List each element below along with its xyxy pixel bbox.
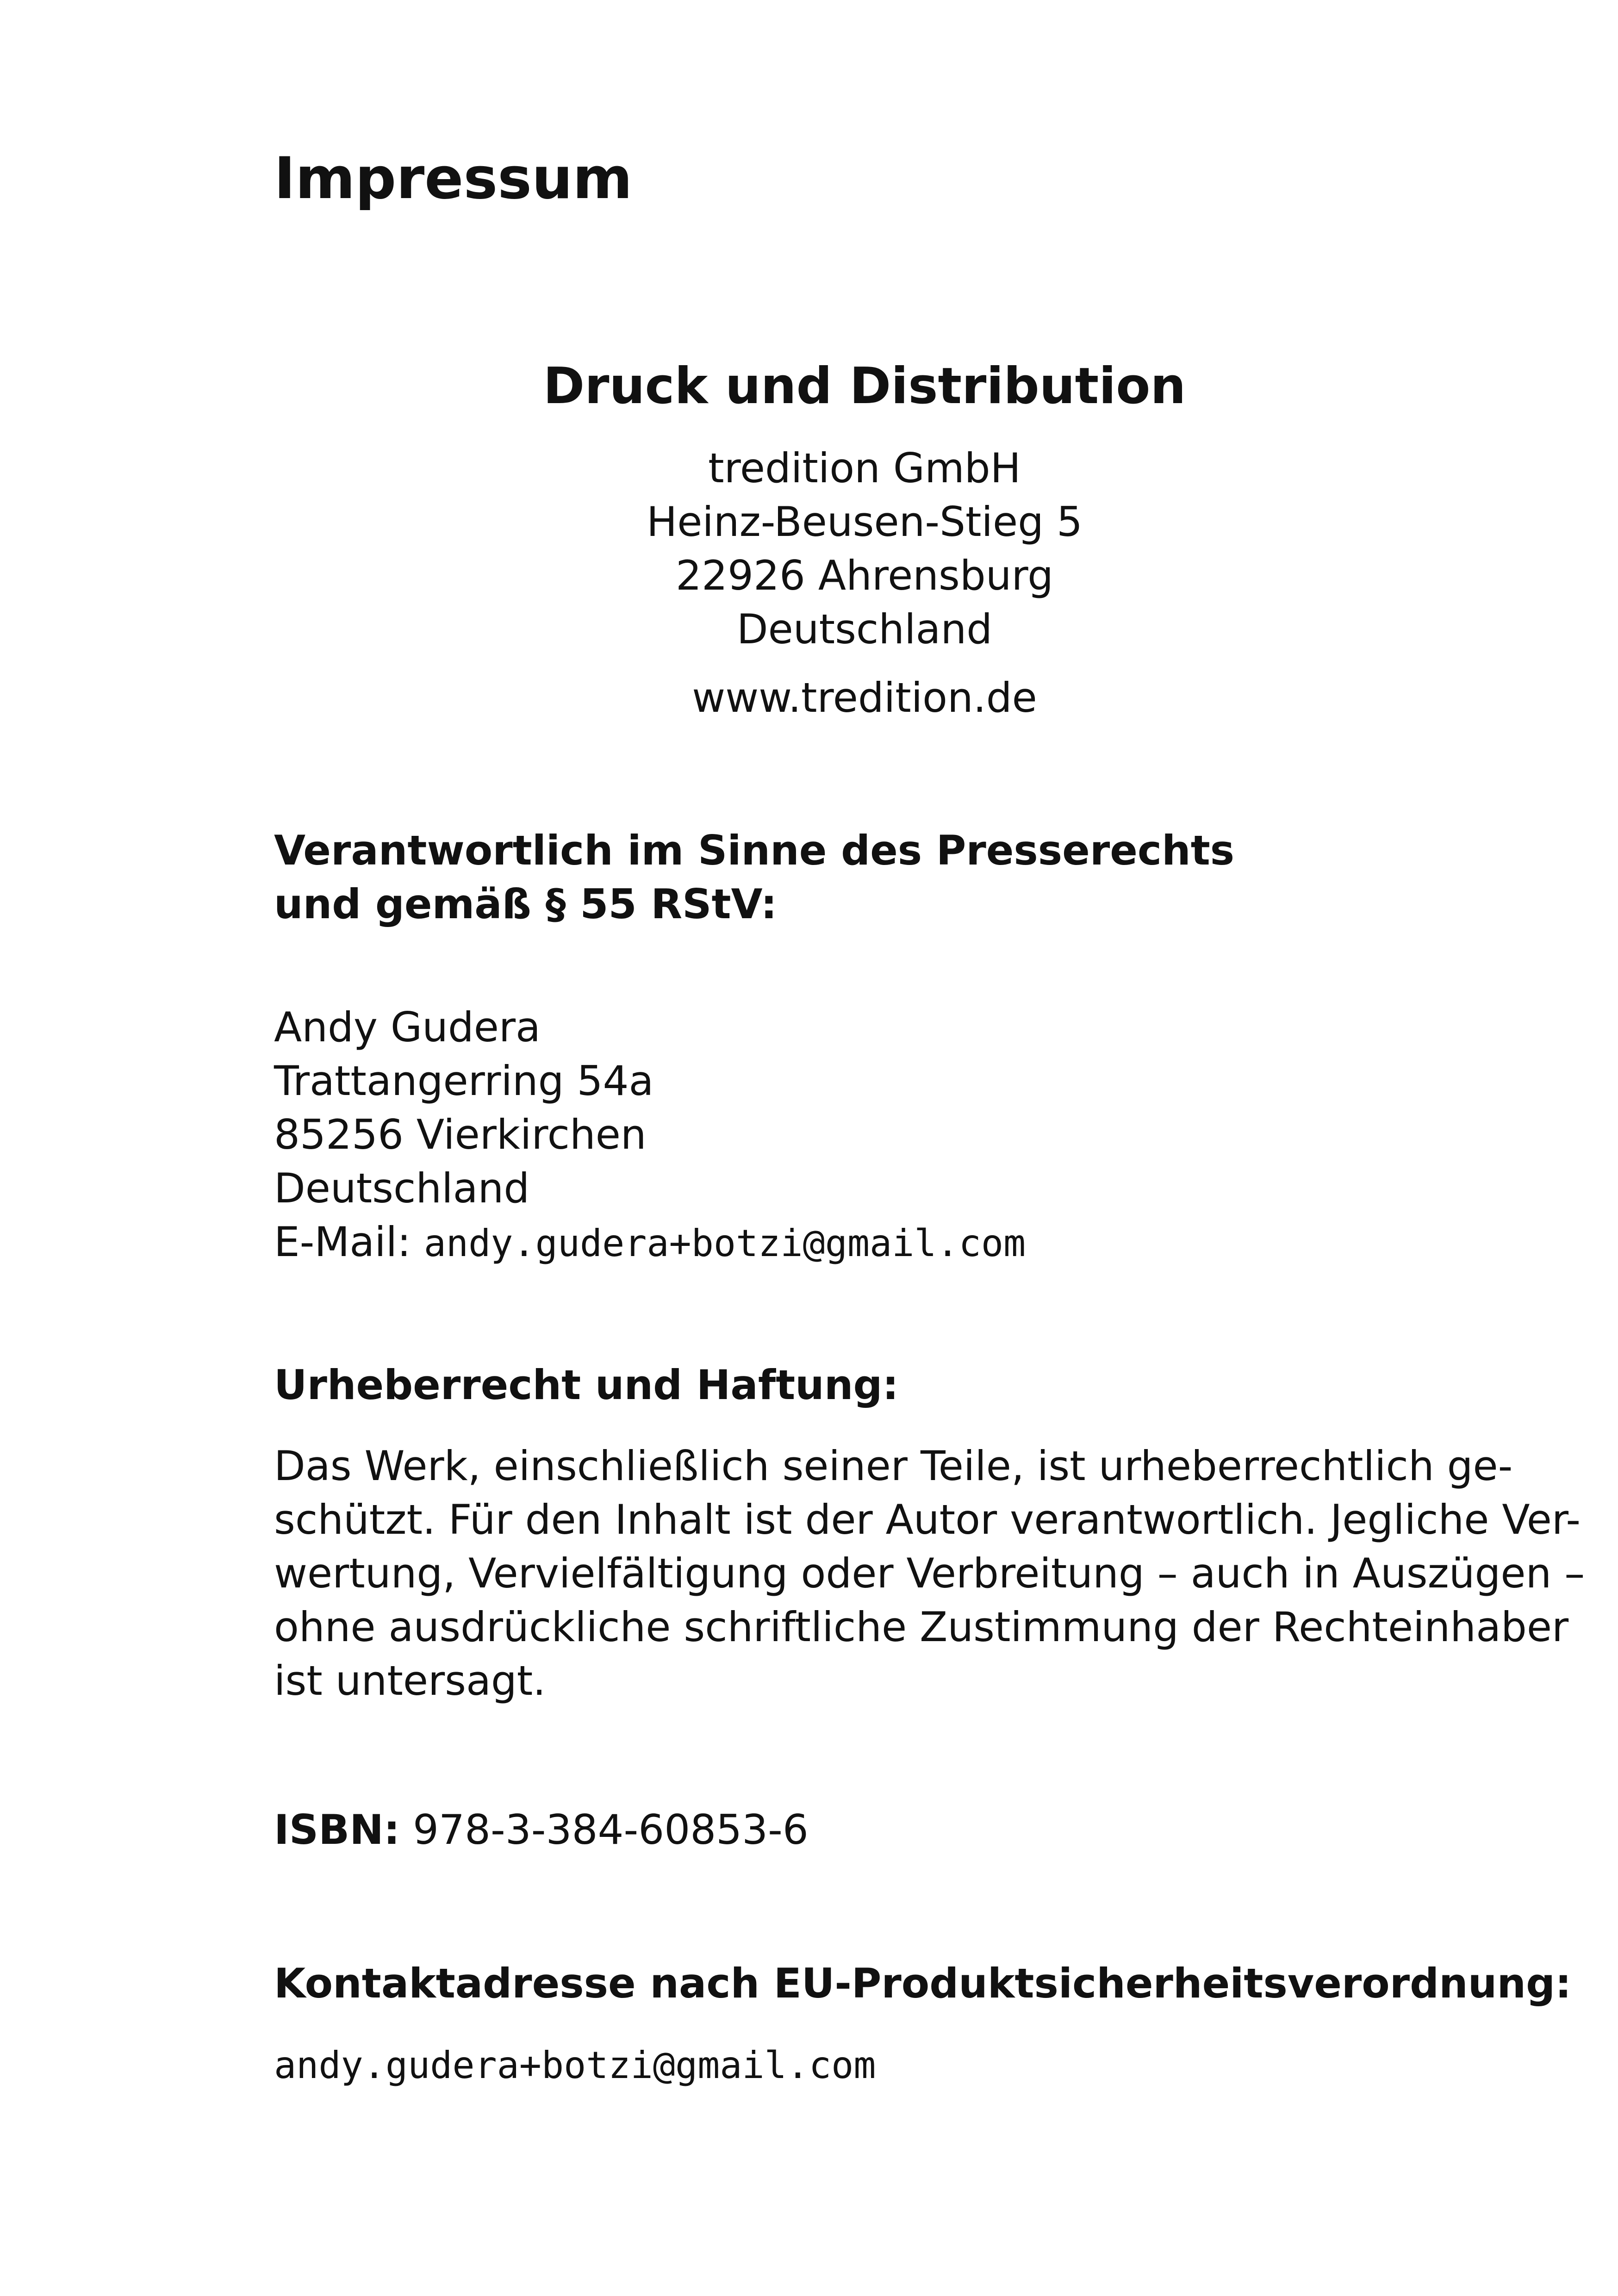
responsible-email-line bbox=[274, 1215, 1459, 1270]
isbn-value: 978-3-384-60853-6 bbox=[413, 1806, 809, 1854]
company-website: www.tredition.de bbox=[692, 674, 1037, 722]
print-distribution-heading: Druck und Distribution bbox=[543, 357, 1186, 415]
copyright-heading: Urheberrecht und Haftung: bbox=[274, 1361, 899, 1409]
copyright-line-5: ist untersagt. bbox=[274, 1657, 546, 1705]
copyright-line-3: wertung, Vervielfältigung oder Verbreitung – auch in Auszügen – bbox=[274, 1549, 1585, 1597]
print-distribution-address bbox=[541, 442, 1189, 656]
email-label: E-Mail: bbox=[274, 1218, 411, 1266]
page-title: Impressum bbox=[274, 145, 633, 212]
responsible-heading-line-1: Verantwortlich im Sinne des Presserechts bbox=[274, 827, 1235, 874]
eu-contact-email-line bbox=[274, 2037, 1459, 2092]
copyright-line-1: Das Werk, einschließlich seiner Teile, ist urheberrechtlich ge- bbox=[274, 1442, 1513, 1490]
copyright-paragraph bbox=[274, 1439, 1585, 1708]
copyright-line-2: schützt. Für den Inhalt ist der Autor verantwortlich. Jegliche Ver- bbox=[274, 1496, 1581, 1543]
responsible-city: 85256 Vierkirchen bbox=[274, 1111, 647, 1158]
company-city: 22926 Ahrensburg bbox=[675, 552, 1054, 599]
responsible-address bbox=[274, 1001, 1459, 1270]
eu-contact-email: andy.gudera+botzi@gmail.com bbox=[274, 2044, 876, 2087]
responsible-name: Andy Gudera bbox=[274, 1003, 541, 1051]
isbn-line bbox=[274, 1803, 1459, 1857]
copyright-line-4: ohne ausdrückliche schriftliche Zustimmung der Rechteinhaber bbox=[274, 1603, 1569, 1651]
responsible-email: andy.gudera+botzi@gmail.com bbox=[423, 1222, 1026, 1265]
responsible-heading-line-2: und gemäß § 55 RStV: bbox=[274, 880, 777, 928]
company-country: Deutschland bbox=[736, 605, 993, 653]
responsible-country: Deutschland bbox=[274, 1164, 530, 1212]
responsible-section bbox=[274, 824, 1459, 931]
company-name: tredition GmbH bbox=[708, 444, 1021, 492]
responsible-street: Trattangerring 54a bbox=[274, 1057, 654, 1105]
eu-contact-heading: Kontaktadresse nach EU-Produktsicherheitsverordnung: bbox=[274, 1960, 1572, 2007]
isbn-label: ISBN: bbox=[274, 1806, 400, 1854]
company-street: Heinz-Beusen-Stieg 5 bbox=[647, 498, 1083, 546]
